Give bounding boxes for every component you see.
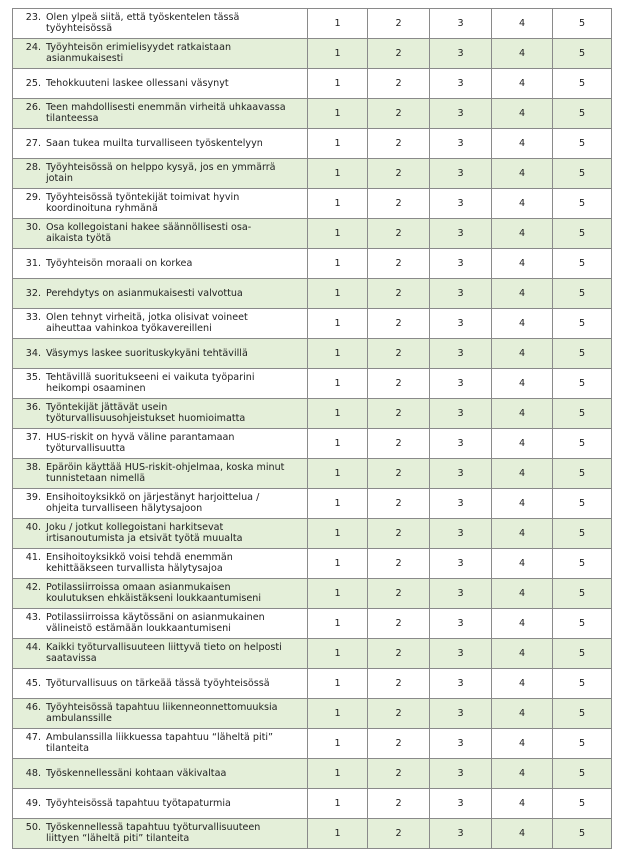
table-row [13,99,612,129]
rating-option-5[interactable]: 5 [553,309,612,339]
statement-cell [13,309,308,339]
rating-option-1[interactable]: 1 [308,609,368,639]
table-row [13,249,612,279]
rating-option-2[interactable]: 2 [368,819,430,849]
rating-option-3[interactable]: 3 [430,789,492,819]
statement-cell [13,399,308,429]
statement-text: Työskennellessäni kohtaan väkivaltaa [46,767,227,779]
statement-number: 43. [25,612,41,623]
statement-number: 28. [25,162,41,173]
statement-text: Olen tehnyt virheitä, jotka olisivat voineet aiheuttaa vahinkoa työkavereilleni [46,312,248,334]
statement-text: Ensihoitoyksikkö on järjestänyt harjoittelua / ohjeita turvalliseen hälytysajoon [46,492,260,514]
table-row [13,39,612,69]
rating-option-2[interactable]: 2 [368,39,430,69]
rating-option-3[interactable]: 3 [430,339,492,369]
rating-option-4[interactable]: 4 [492,759,553,789]
rating-option-3[interactable]: 3 [430,369,492,399]
rating-option-5[interactable]: 5 [553,639,612,669]
statement-number: 39. [25,492,41,503]
rating-option-1[interactable]: 1 [308,459,368,489]
table-row [13,9,612,39]
rating-option-4[interactable]: 4 [492,459,553,489]
statement-number: 35. [25,372,41,383]
rating-option-2[interactable]: 2 [368,759,430,789]
rating-option-3[interactable]: 3 [430,519,492,549]
statement-text: Työyhteisössä on helppo kysyä, jos en ymmärrä jotain [46,162,276,184]
statement-cell [13,549,308,579]
rating-option-3[interactable]: 3 [430,819,492,849]
rating-option-1[interactable]: 1 [308,579,368,609]
rating-option-5[interactable]: 5 [553,339,612,369]
rating-option-5[interactable]: 5 [553,369,612,399]
rating-option-1[interactable]: 1 [308,759,368,789]
statement-text: Saan tukea muilta turvalliseen työskentelyyn [46,137,263,149]
table-row [13,279,612,309]
rating-option-5[interactable]: 5 [553,39,612,69]
rating-option-1[interactable]: 1 [308,249,368,279]
statement-cell [13,339,308,369]
rating-option-3[interactable]: 3 [430,579,492,609]
rating-option-4[interactable]: 4 [492,69,553,99]
rating-option-3[interactable]: 3 [430,549,492,579]
statement-text: Potilassiirroissa käytössäni on asianmukainen välineistö estämään loukkaantumiseni [46,612,265,634]
rating-option-1[interactable]: 1 [308,489,368,519]
rating-option-5[interactable]: 5 [553,129,612,159]
statement-cell [13,609,308,639]
rating-option-2[interactable]: 2 [368,489,430,519]
rating-option-4[interactable]: 4 [492,579,553,609]
rating-option-2[interactable]: 2 [368,99,430,129]
rating-option-4[interactable]: 4 [492,399,553,429]
statement-cell [13,519,308,549]
statement-cell [13,159,308,189]
table-row [13,819,612,849]
statement-number: 47. [25,732,41,743]
rating-option-3[interactable]: 3 [430,39,492,69]
rating-option-4[interactable]: 4 [492,669,553,699]
statement-text: Tehtävillä suoritukseeni ei vaikuta työparini heikompi osaaminen [46,372,255,394]
statement-number: 36. [25,402,41,413]
rating-option-4[interactable]: 4 [492,789,553,819]
rating-option-3[interactable]: 3 [430,669,492,699]
rating-option-5[interactable]: 5 [553,279,612,309]
rating-option-5[interactable]: 5 [553,249,612,279]
rating-option-3[interactable]: 3 [430,189,492,219]
rating-option-5[interactable]: 5 [553,219,612,249]
statement-text: Työyhteisössä tapahtuu työtapaturmia [46,797,231,809]
statement-cell [13,39,308,69]
rating-option-4[interactable]: 4 [492,699,553,729]
statement-number: 46. [25,702,41,713]
rating-option-2[interactable]: 2 [368,339,430,369]
rating-option-1[interactable]: 1 [308,519,368,549]
rating-option-1[interactable]: 1 [308,399,368,429]
rating-option-1[interactable]: 1 [308,9,368,39]
rating-option-5[interactable]: 5 [553,429,612,459]
statement-number: 26. [25,102,41,113]
rating-option-3[interactable]: 3 [430,729,492,759]
rating-option-4[interactable]: 4 [492,639,553,669]
statement-cell [13,69,308,99]
rating-option-4[interactable]: 4 [492,819,553,849]
rating-option-5[interactable]: 5 [553,579,612,609]
rating-option-3[interactable]: 3 [430,489,492,519]
rating-option-5[interactable]: 5 [553,189,612,219]
statement-cell [13,729,308,759]
rating-option-4[interactable]: 4 [492,489,553,519]
statement-cell [13,579,308,609]
table-row [13,189,612,219]
rating-option-4[interactable]: 4 [492,429,553,459]
statement-text: Työyhteisön erimielisyydet ratkaistaan asianmukaisesti [46,42,232,64]
rating-option-3[interactable]: 3 [430,609,492,639]
statement-number: 27. [25,137,41,149]
rating-option-3[interactable]: 3 [430,159,492,189]
statement-number: 48. [25,767,41,779]
rating-option-4[interactable]: 4 [492,39,553,69]
rating-option-2[interactable]: 2 [368,639,430,669]
rating-option-2[interactable]: 2 [368,459,430,489]
statement-text: Ensihoitoyksikkö voisi tehdä enemmän kehittääkseen turvallista hälytysajoa [46,552,233,574]
statement-number: 23. [25,12,41,23]
statement-cell [13,9,308,39]
rating-option-2[interactable]: 2 [368,789,430,819]
table-row [13,729,612,759]
rating-option-5[interactable]: 5 [553,789,612,819]
statement-number: 31. [25,257,41,269]
statement-number: 32. [25,287,41,299]
statement-number: 40. [25,522,41,533]
rating-option-2[interactable]: 2 [368,189,430,219]
rating-option-5[interactable]: 5 [553,549,612,579]
rating-option-1[interactable]: 1 [308,789,368,819]
rating-option-1[interactable]: 1 [308,189,368,219]
statement-cell [13,819,308,849]
rating-option-2[interactable]: 2 [368,669,430,699]
statement-text: Työskennellessä tapahtuu työturvallisuuteen liittyen “läheltä piti” tilanteita [46,822,261,844]
rating-option-2[interactable]: 2 [368,249,430,279]
rating-option-4[interactable]: 4 [492,729,553,759]
statement-cell [13,129,308,159]
rating-option-4[interactable]: 4 [492,9,553,39]
rating-option-5[interactable]: 5 [553,159,612,189]
rating-option-1[interactable]: 1 [308,639,368,669]
rating-option-2[interactable]: 2 [368,399,430,429]
rating-option-1[interactable]: 1 [308,549,368,579]
rating-option-2[interactable]: 2 [368,549,430,579]
rating-option-2[interactable]: 2 [368,579,430,609]
rating-option-1[interactable]: 1 [308,309,368,339]
rating-option-1[interactable]: 1 [308,69,368,99]
rating-option-1[interactable]: 1 [308,819,368,849]
rating-option-4[interactable]: 4 [492,609,553,639]
rating-option-4[interactable]: 4 [492,339,553,369]
rating-option-5[interactable]: 5 [553,819,612,849]
rating-option-3[interactable]: 3 [430,699,492,729]
statement-text: Perehdytys on asianmukaisesti valvottua [46,287,243,299]
statement-text: Työntekijät jättävät usein työturvallisuusohjeistukset huomioimatta [46,402,246,424]
rating-option-5[interactable]: 5 [553,519,612,549]
rating-option-2[interactable]: 2 [368,699,430,729]
statement-cell [13,279,308,309]
rating-option-3[interactable]: 3 [430,759,492,789]
statement-number: 24. [25,42,41,53]
statement-text: Joku / jotkut kollegoistani harkitsevat irtisanoutumista ja etsivät työtä muualta [46,522,243,544]
rating-option-4[interactable]: 4 [492,279,553,309]
rating-option-5[interactable]: 5 [553,99,612,129]
rating-option-2[interactable]: 2 [368,129,430,159]
rating-option-4[interactable]: 4 [492,249,553,279]
rating-option-3[interactable]: 3 [430,129,492,159]
statement-text: Teen mahdollisesti enemmän virheitä uhkaavassa tilanteessa [46,102,286,124]
rating-option-3[interactable]: 3 [430,399,492,429]
statement-number: 34. [25,347,41,359]
rating-option-2[interactable]: 2 [368,729,430,759]
statement-cell [13,669,308,699]
table-row [13,219,612,249]
rating-option-1[interactable]: 1 [308,729,368,759]
statement-number: 37. [25,432,41,443]
table-row [13,129,612,159]
rating-option-5[interactable]: 5 [553,9,612,39]
statement-text: Väsymys laskee suorituskykyäni tehtävillä [46,347,248,359]
rating-option-1[interactable]: 1 [308,699,368,729]
statement-number: 30. [25,222,41,233]
statement-number: 49. [25,797,41,809]
rating-option-1[interactable]: 1 [308,219,368,249]
rating-option-4[interactable]: 4 [492,159,553,189]
table-row [13,159,612,189]
rating-option-5[interactable]: 5 [553,699,612,729]
statement-number: 42. [25,582,41,593]
statement-number: 45. [25,677,41,689]
rating-option-1[interactable]: 1 [308,279,368,309]
table-row [13,489,612,519]
rating-option-3[interactable]: 3 [430,279,492,309]
statement-text: Työturvallisuus on tärkeää tässä työyhteisössä [46,677,270,689]
rating-option-5[interactable]: 5 [553,489,612,519]
statement-text: Ambulanssilla liikkuessa tapahtuu “läheltä piti” tilanteita [46,732,274,754]
rating-option-5[interactable]: 5 [553,459,612,489]
rating-option-3[interactable]: 3 [430,249,492,279]
rating-option-1[interactable]: 1 [308,99,368,129]
statement-text: Epäröin käyttää HUS-riskit-ohjelmaa, koska minut tunnistetaan nimellä [46,462,285,484]
table-row [13,339,612,369]
statement-cell [13,699,308,729]
statement-text: Työyhteisössä työntekijät toimivat hyvin koordinoituna ryhmänä [46,192,240,214]
statement-number: 50. [25,822,41,833]
rating-option-3[interactable]: 3 [430,69,492,99]
table-row [13,519,612,549]
table-row [13,669,612,699]
rating-option-4[interactable]: 4 [492,309,553,339]
statement-number: 44. [25,642,41,653]
statement-cell [13,789,308,819]
statement-text: Työyhteisössä tapahtuu liikenneonnettomuuksia ambulanssille [46,702,278,724]
statement-cell [13,429,308,459]
statement-text: Kaikki työturvallisuuteen liittyvä tieto on helposti saatavissa [46,642,282,664]
table-row [13,609,612,639]
statement-cell [13,249,308,279]
rating-option-2[interactable]: 2 [368,519,430,549]
rating-option-5[interactable]: 5 [553,669,612,699]
table-row [13,309,612,339]
rating-option-2[interactable]: 2 [368,309,430,339]
rating-option-5[interactable]: 5 [553,69,612,99]
statement-number: 41. [25,552,41,563]
statement-text: HUS-riskit on hyvä väline parantamaan työturvallisuutta [46,432,235,454]
table-row [13,699,612,729]
rating-option-3[interactable]: 3 [430,9,492,39]
statement-text: Tehokkuuteni laskee ollessani väsynyt [46,77,229,89]
statement-cell [13,219,308,249]
statement-text: Potilassiirroissa omaan asianmukaisen koulutuksen ehkäistäkseni loukkaantumiseni [46,582,262,604]
statement-cell [13,189,308,219]
rating-option-3[interactable]: 3 [430,309,492,339]
rating-option-2[interactable]: 2 [368,9,430,39]
rating-option-3[interactable]: 3 [430,429,492,459]
rating-option-3[interactable]: 3 [430,639,492,669]
survey-body [13,9,612,849]
table-row [13,579,612,609]
statement-cell [13,369,308,399]
rating-option-2[interactable]: 2 [368,369,430,399]
table-row [13,399,612,429]
rating-option-4[interactable]: 4 [492,129,553,159]
rating-option-4[interactable]: 4 [492,189,553,219]
rating-option-5[interactable]: 5 [553,399,612,429]
rating-option-1[interactable]: 1 [308,159,368,189]
table-row [13,69,612,99]
table-row [13,759,612,789]
statement-cell [13,489,308,519]
statement-number: 29. [25,192,41,203]
rating-option-3[interactable]: 3 [430,459,492,489]
rating-option-4[interactable]: 4 [492,219,553,249]
statement-cell [13,459,308,489]
survey-table [12,8,612,849]
rating-option-5[interactable]: 5 [553,729,612,759]
rating-option-1[interactable]: 1 [308,339,368,369]
rating-option-1[interactable]: 1 [308,429,368,459]
rating-option-2[interactable]: 2 [368,219,430,249]
statement-cell [13,639,308,669]
rating-option-3[interactable]: 3 [430,219,492,249]
rating-option-1[interactable]: 1 [308,669,368,699]
rating-option-4[interactable]: 4 [492,519,553,549]
statement-text: Osa kollegoistani hakee säännöllisesti osa-aikaista työtä [46,222,252,244]
table-row [13,459,612,489]
rating-option-1[interactable]: 1 [308,39,368,69]
statement-cell [13,759,308,789]
rating-option-4[interactable]: 4 [492,99,553,129]
statement-number: 33. [25,312,41,323]
rating-option-2[interactable]: 2 [368,279,430,309]
statement-number: 25. [25,77,41,89]
rating-option-2[interactable]: 2 [368,609,430,639]
table-row [13,789,612,819]
table-row [13,639,612,669]
table-row [13,549,612,579]
table-row [13,369,612,399]
rating-option-1[interactable]: 1 [308,129,368,159]
rating-option-3[interactable]: 3 [430,99,492,129]
statement-cell [13,99,308,129]
rating-option-4[interactable]: 4 [492,369,553,399]
rating-option-5[interactable]: 5 [553,759,612,789]
statement-number: 38. [25,462,41,473]
rating-option-5[interactable]: 5 [553,609,612,639]
table-row [13,429,612,459]
rating-option-2[interactable]: 2 [368,159,430,189]
rating-option-4[interactable]: 4 [492,549,553,579]
rating-option-2[interactable]: 2 [368,69,430,99]
rating-option-2[interactable]: 2 [368,429,430,459]
statement-text: Olen ylpeä siitä, että työskentelen tässä työyhteisössä [46,12,240,34]
rating-option-1[interactable]: 1 [308,369,368,399]
statement-text: Työyhteisön moraali on korkea [46,257,193,269]
